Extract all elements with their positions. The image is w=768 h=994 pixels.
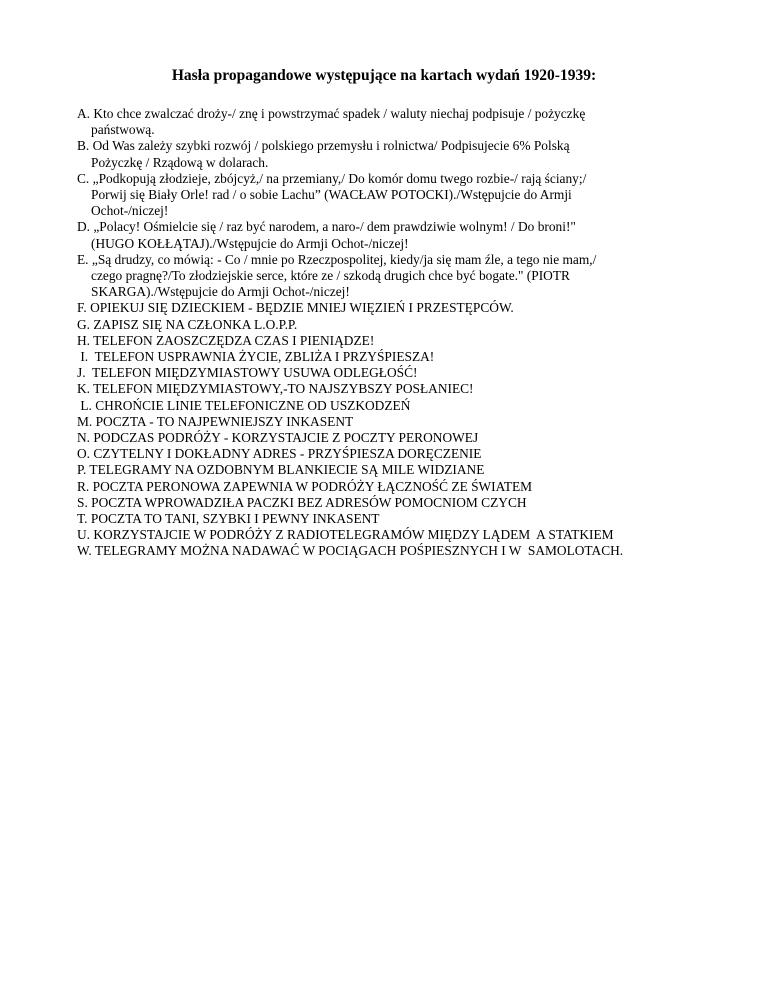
slogan-list xyxy=(77,106,747,560)
slogan-entry xyxy=(77,527,747,543)
slogan-line: O. CZYTELNY I DOKŁADNY ADRES - PRZYŚPIESZA DORĘCZENIE xyxy=(77,446,482,462)
slogan-line: L. CHROŃCIE LINIE TELEFONICZNE OD USZKODZEŃ xyxy=(77,397,411,413)
slogan-line: E. „Są drudzy, co mówią: - Co / mnie po Rzeczpospolitej, kiedy/ja się mam źle, a tego nie mam,/ xyxy=(77,251,597,267)
slogan-continuation-line: państwową. xyxy=(91,122,155,138)
slogan-entry xyxy=(77,333,747,349)
slogan-line: C. „Podkopują złodzieje, zbójcyż,/ na przemiany,/ Do komór domu twego rozbie-/ rają ściany;/ xyxy=(77,170,587,186)
slogan-line: R. POCZTA PERONOWA ZAPEWNIA W PODRÓŻY ŁĄCZNOŚĆ ZE ŚWIATEM xyxy=(77,478,533,494)
slogan-entry xyxy=(77,414,747,430)
slogan-line: U. KORZYSTAJCIE W PODRÓŻY Z RADIOTELEGRAMÓW MIĘDZY LĄDEM A STATKIEM xyxy=(77,527,614,543)
slogan-line: G. ZAPISZ SIĘ NA CZŁONKA L.O.P.P. xyxy=(77,316,298,332)
slogan-entry xyxy=(77,252,747,301)
slogan-entry xyxy=(77,349,747,365)
slogan-line: W. TELEGRAMY MOŻNA NADAWAĆ W POCIĄGACH POŚPIESZNYCH I W SAMOLOTACH. xyxy=(77,543,624,559)
slogan-line: M. POCZTA - TO NAJPEWNIEJSZY INKASENT xyxy=(77,413,354,429)
slogan-entry xyxy=(77,300,747,316)
slogan-entry xyxy=(77,381,747,397)
slogan-line: H. TELEFON ZAOSZCZĘDZA CZAS I PIENIĄDZE! xyxy=(77,332,375,348)
slogan-line: N. PODCZAS PODRÓŻY - KORZYSTAJCIE Z POCZTY PERONOWEJ xyxy=(77,430,479,446)
slogan-line: T. POCZTA TO TANI, SZYBKI I PEWNY INKASENT xyxy=(77,511,380,527)
slogan-continuation-line: czego pragnę?/To złodziejskie serce, które ze / szkodą drugich chce być bogate." (PIOTR xyxy=(91,268,570,284)
document-title: Hasła propagandowe występujące na kartach wydań 1920-1939: xyxy=(171,67,597,84)
slogan-entry xyxy=(77,430,747,446)
slogan-entry xyxy=(77,365,747,381)
slogan-line: J. TELEFON MIĘDZYMIASTOWY USUWA ODLEGŁOŚĆ! xyxy=(77,365,418,381)
slogan-entry xyxy=(77,446,747,462)
slogan-line: S. POCZTA WPROWADZIŁA PACZKI BEZ ADRESÓW POMOCNIOM CZYCH xyxy=(77,494,527,510)
slogan-entry xyxy=(77,543,747,559)
slogan-entry xyxy=(77,511,747,527)
slogan-line: D. „Polacy! Ośmielcie się / raz być narodem, a naro-/ dem prawdziwie wolnym! / Do broni!" xyxy=(77,219,576,235)
slogan-entry xyxy=(77,462,747,478)
slogan-entry xyxy=(77,171,747,220)
slogan-line: K. TELEFON MIĘDZYMIASTOWY,-TO NAJSZYBSZY POSŁANIEC! xyxy=(77,381,474,397)
slogan-entry xyxy=(77,495,747,511)
slogan-line: I. TELEFON USPRAWNIA ŻYCIE, ZBLIŻA I PRZYŚPIESZA! xyxy=(77,349,435,365)
slogan-line: B. Od Was zależy szybki rozwój / polskiego przemysłu i rolnictwa/ Podpisujecie 6% Polską xyxy=(77,138,570,154)
slogan-entry xyxy=(77,106,747,138)
slogan-line: P. TELEGRAMY NA OZDOBNYM BLANKIECIE SĄ MILE WIDZIANE xyxy=(77,462,485,478)
slogan-continuation-line: Porwij się Biały Orle! rad / o sobie Lachu” (WACŁAW POTOCKI)./Wstępujcie do Armji xyxy=(91,187,572,203)
slogan-continuation-line: SKARGA)./Wstępujcie do Armji Ochot-/niczej! xyxy=(91,284,350,300)
slogan-line: F. OPIEKUJ SIĘ DZIECKIEM - BĘDZIE MNIEJ WIĘZIEŃ I PRZESTĘPCÓW. xyxy=(77,300,514,316)
slogan-entry xyxy=(77,479,747,495)
slogan-entry xyxy=(77,398,747,414)
slogan-continuation-line: Ochot-/niczej! xyxy=(91,203,169,219)
slogan-continuation-line: (HUGO KOŁŁĄTAJ)./Wstępujcie do Armji Ochot-/niczej! xyxy=(91,235,409,251)
slogan-entry xyxy=(77,138,747,170)
slogan-continuation-line: Pożyczkę / Rządową w dolarach. xyxy=(91,154,269,170)
slogan-line: A. Kto chce zwalczać droży-/ znę i powstrzymać spadek / waluty niechaj podpisuje / pożyczkę xyxy=(77,106,586,121)
slogan-entry xyxy=(77,317,747,333)
slogan-entry xyxy=(77,219,747,251)
